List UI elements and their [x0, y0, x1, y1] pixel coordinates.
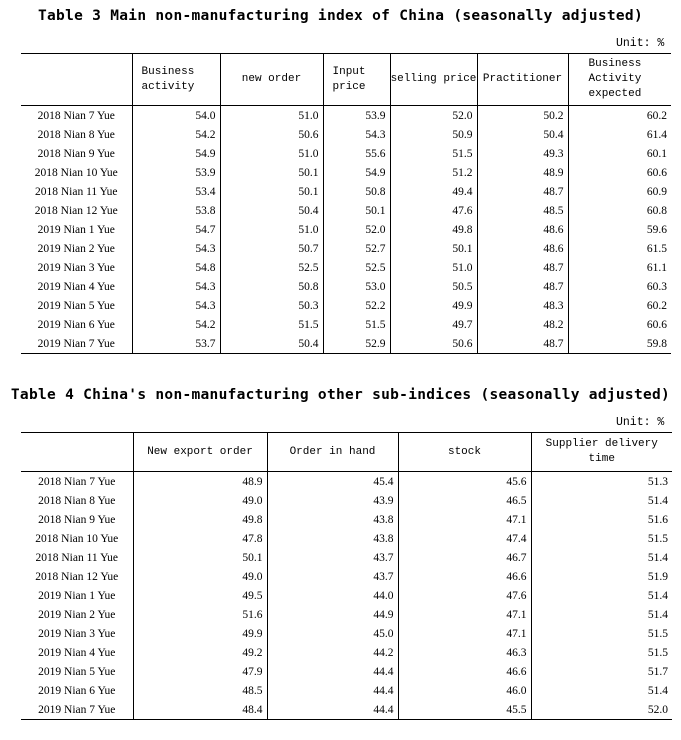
table-cell: 54.9 [323, 163, 390, 182]
table-cell: 50.2 [477, 106, 568, 126]
table4-header-row [21, 433, 672, 472]
table-cell: 47.6 [390, 201, 477, 220]
table-cell: 51.6 [531, 510, 672, 529]
table-cell: 51.7 [531, 662, 672, 681]
table-cell: 55.6 [323, 144, 390, 163]
table-cell: 43.8 [267, 510, 398, 529]
table-row [21, 700, 672, 720]
table3-header-selling-price: selling price [390, 54, 477, 106]
table-cell: 50.7 [220, 239, 323, 258]
table-cell: 48.2 [477, 315, 568, 334]
table-cell: 51.5 [531, 624, 672, 643]
table-cell: 54.3 [132, 277, 220, 296]
table-cell: 44.0 [267, 586, 398, 605]
table-cell: 60.3 [568, 277, 671, 296]
table-row [21, 258, 671, 277]
table-cell: 61.1 [568, 258, 671, 277]
table-cell: 60.9 [568, 182, 671, 201]
table-cell: 48.6 [477, 239, 568, 258]
table-row [21, 220, 671, 239]
table-cell: 51.0 [220, 144, 323, 163]
table-cell: 53.7 [132, 334, 220, 354]
table-cell: 45.6 [398, 472, 531, 492]
table-cell: 54.0 [132, 106, 220, 126]
table-cell: 46.5 [398, 491, 531, 510]
table-cell: 50.4 [220, 201, 323, 220]
table-row [21, 586, 672, 605]
table3-header-input-price: Input price [323, 54, 390, 106]
table-row [21, 548, 672, 567]
table-cell: 44.2 [267, 643, 398, 662]
table-cell: 48.9 [133, 472, 267, 492]
table-cell: 54.3 [323, 125, 390, 144]
table-cell: 49.0 [133, 567, 267, 586]
table-cell: 54.3 [132, 296, 220, 315]
table-row [21, 510, 672, 529]
table-row [21, 144, 671, 163]
table4-unit: Unit: % [616, 416, 665, 429]
table-cell: 53.4 [132, 182, 220, 201]
table4-title: Table 4 China's non-manufacturing other sub-indices (seasonally adjusted) [10, 387, 671, 403]
table-row [21, 296, 671, 315]
table-cell: 49.7 [390, 315, 477, 334]
table-cell: 51.4 [531, 605, 672, 624]
row-label: 2019 Nian 6 Yue [37, 318, 115, 331]
row-label: 2019 Nian 6 Yue [38, 684, 116, 697]
table-cell: 43.8 [267, 529, 398, 548]
table-cell: 52.7 [323, 239, 390, 258]
table-cell: 47.4 [398, 529, 531, 548]
table-cell: 43.7 [267, 567, 398, 586]
table-cell: 51.5 [323, 315, 390, 334]
table-cell: 60.1 [568, 144, 671, 163]
table-cell: 61.5 [568, 239, 671, 258]
table-row [21, 277, 671, 296]
row-label: 2018 Nian 7 Yue [37, 109, 115, 122]
table-cell: 60.8 [568, 201, 671, 220]
row-label: 2018 Nian 11 Yue [34, 185, 118, 198]
row-label: 2019 Nian 2 Yue [37, 242, 115, 255]
table-cell: 48.7 [477, 182, 568, 201]
table-row [21, 605, 672, 624]
table-cell: 52.5 [323, 258, 390, 277]
table-row [21, 106, 671, 126]
table-cell: 43.9 [267, 491, 398, 510]
table3-header-new-order: new order [220, 54, 323, 106]
table-row [21, 182, 671, 201]
table-cell: 52.5 [220, 258, 323, 277]
table-cell: 51.4 [531, 491, 672, 510]
table-cell: 50.1 [220, 163, 323, 182]
table-cell: 60.6 [568, 163, 671, 182]
table-cell: 50.8 [220, 277, 323, 296]
row-label: 2018 Nian 10 Yue [34, 166, 118, 179]
table-cell: 49.8 [133, 510, 267, 529]
table-cell: 50.5 [390, 277, 477, 296]
row-label: 2018 Nian 12 Yue [34, 204, 118, 217]
table-cell: 52.0 [323, 220, 390, 239]
table3-header-business-activity: Business activity [132, 54, 220, 106]
table-cell: 51.0 [220, 106, 323, 126]
table-row [21, 529, 672, 548]
table-cell: 52.0 [390, 106, 477, 126]
table-cell: 52.2 [323, 296, 390, 315]
table-cell: 51.9 [531, 567, 672, 586]
table-cell: 49.4 [390, 182, 477, 201]
table-cell: 45.0 [267, 624, 398, 643]
table-row [21, 624, 672, 643]
table-cell: 60.6 [568, 315, 671, 334]
row-label: 2019 Nian 5 Yue [38, 665, 116, 678]
table4-header-order-in-hand: Order in hand [267, 433, 398, 472]
table-cell: 52.9 [323, 334, 390, 354]
table-row [21, 567, 672, 586]
table-cell: 50.1 [220, 182, 323, 201]
table-cell: 51.3 [531, 472, 672, 492]
row-label: 2019 Nian 7 Yue [38, 703, 116, 716]
table-cell: 49.9 [390, 296, 477, 315]
table-row [21, 201, 671, 220]
table-cell: 51.0 [390, 258, 477, 277]
table3-title: Table 3 Main non-manufacturing index of China (seasonally adjusted) [38, 8, 643, 24]
table-cell: 50.8 [323, 182, 390, 201]
table-cell: 53.0 [323, 277, 390, 296]
table-cell: 43.7 [267, 548, 398, 567]
table3 [21, 53, 671, 354]
table-cell: 47.8 [133, 529, 267, 548]
table-cell: 48.5 [133, 681, 267, 700]
table-cell: 51.5 [531, 529, 672, 548]
table-cell: 59.8 [568, 334, 671, 354]
table-cell: 48.7 [477, 277, 568, 296]
table-cell: 59.6 [568, 220, 671, 239]
table-cell: 49.8 [390, 220, 477, 239]
table-cell: 51.6 [133, 605, 267, 624]
table-cell: 48.5 [477, 201, 568, 220]
row-label: 2019 Nian 4 Yue [38, 646, 116, 659]
table-cell: 49.9 [133, 624, 267, 643]
table-row [21, 125, 671, 144]
table-cell: 60.2 [568, 296, 671, 315]
table-cell: 52.0 [531, 700, 672, 720]
table-cell: 53.8 [132, 201, 220, 220]
table-cell: 54.7 [132, 220, 220, 239]
table-cell: 51.4 [531, 586, 672, 605]
table-cell: 51.5 [220, 315, 323, 334]
table-row [21, 662, 672, 681]
table-cell: 44.4 [267, 662, 398, 681]
table4-header-stock: stock [398, 433, 531, 472]
table-cell: 51.5 [390, 144, 477, 163]
table-cell: 44.9 [267, 605, 398, 624]
table3-header-business-expected: Business Activity expected [568, 54, 671, 106]
table-cell: 51.0 [220, 220, 323, 239]
table-cell: 49.2 [133, 643, 267, 662]
row-label: 2018 Nian 11 Yue [35, 551, 118, 564]
table4-header-blank [21, 433, 133, 472]
table-row [21, 681, 672, 700]
table4-header-supplier-delivery: Supplier delivery time [531, 433, 672, 472]
table-cell: 60.2 [568, 106, 671, 126]
table-cell: 46.3 [398, 643, 531, 662]
table3-header-blank [21, 54, 132, 106]
table-cell: 44.4 [267, 700, 398, 720]
table-cell: 46.6 [398, 662, 531, 681]
table-cell: 47.6 [398, 586, 531, 605]
table-cell: 45.5 [398, 700, 531, 720]
table-row [21, 239, 671, 258]
table-cell: 50.4 [220, 334, 323, 354]
table-cell: 54.9 [132, 144, 220, 163]
table-cell: 51.2 [390, 163, 477, 182]
table-cell: 45.4 [267, 472, 398, 492]
table-cell: 54.2 [132, 125, 220, 144]
table-cell: 46.7 [398, 548, 531, 567]
table-cell: 46.6 [398, 567, 531, 586]
row-label: 2018 Nian 7 Yue [38, 475, 116, 488]
table-cell: 50.6 [390, 334, 477, 354]
row-label: 2019 Nian 3 Yue [38, 627, 116, 640]
table-cell: 49.5 [133, 586, 267, 605]
table3-header-practitioner: Practitioner [477, 54, 568, 106]
table-cell: 54.2 [132, 315, 220, 334]
row-label: 2019 Nian 3 Yue [37, 261, 115, 274]
row-label: 2019 Nian 2 Yue [38, 608, 116, 621]
table-cell: 50.6 [220, 125, 323, 144]
row-label: 2018 Nian 8 Yue [38, 494, 116, 507]
table-cell: 44.4 [267, 681, 398, 700]
table-cell: 50.3 [220, 296, 323, 315]
table-cell: 50.1 [323, 201, 390, 220]
table3-header-row [21, 54, 671, 106]
table-cell: 51.4 [531, 548, 672, 567]
table-cell: 46.0 [398, 681, 531, 700]
table-cell: 48.4 [133, 700, 267, 720]
table-row [21, 491, 672, 510]
row-label: 2018 Nian 8 Yue [37, 128, 115, 141]
table-cell: 48.9 [477, 163, 568, 182]
table-cell: 51.5 [531, 643, 672, 662]
table-cell: 47.9 [133, 662, 267, 681]
table-row [21, 315, 671, 334]
table-cell: 50.1 [390, 239, 477, 258]
table-cell: 48.6 [477, 220, 568, 239]
row-label: 2018 Nian 9 Yue [37, 147, 115, 160]
table4 [21, 432, 672, 720]
table-cell: 48.7 [477, 258, 568, 277]
table-cell: 47.1 [398, 605, 531, 624]
table-cell: 50.9 [390, 125, 477, 144]
table-cell: 48.7 [477, 334, 568, 354]
table-cell: 51.4 [531, 681, 672, 700]
table-cell: 53.9 [132, 163, 220, 182]
table-cell: 50.4 [477, 125, 568, 144]
row-label: 2018 Nian 9 Yue [38, 513, 116, 526]
table-cell: 50.1 [133, 548, 267, 567]
table-row [21, 472, 672, 492]
table-cell: 47.1 [398, 624, 531, 643]
table-cell: 61.4 [568, 125, 671, 144]
row-label: 2018 Nian 12 Yue [35, 570, 119, 583]
table-cell: 47.1 [398, 510, 531, 529]
row-label: 2019 Nian 1 Yue [37, 223, 115, 236]
table-cell: 54.3 [132, 239, 220, 258]
table-cell: 49.3 [477, 144, 568, 163]
table-row [21, 163, 671, 182]
table-cell: 54.8 [132, 258, 220, 277]
table3-unit: Unit: % [616, 37, 665, 50]
row-label: 2019 Nian 1 Yue [38, 589, 116, 602]
row-label: 2018 Nian 10 Yue [35, 532, 119, 545]
table-row [21, 334, 671, 354]
row-label: 2019 Nian 7 Yue [37, 337, 115, 350]
table-cell: 48.3 [477, 296, 568, 315]
table-row [21, 643, 672, 662]
table-cell: 53.9 [323, 106, 390, 126]
table4-header-new-export-order: New export order [133, 433, 267, 472]
row-label: 2019 Nian 4 Yue [37, 280, 115, 293]
table-cell: 49.0 [133, 491, 267, 510]
row-label: 2019 Nian 5 Yue [37, 299, 115, 312]
